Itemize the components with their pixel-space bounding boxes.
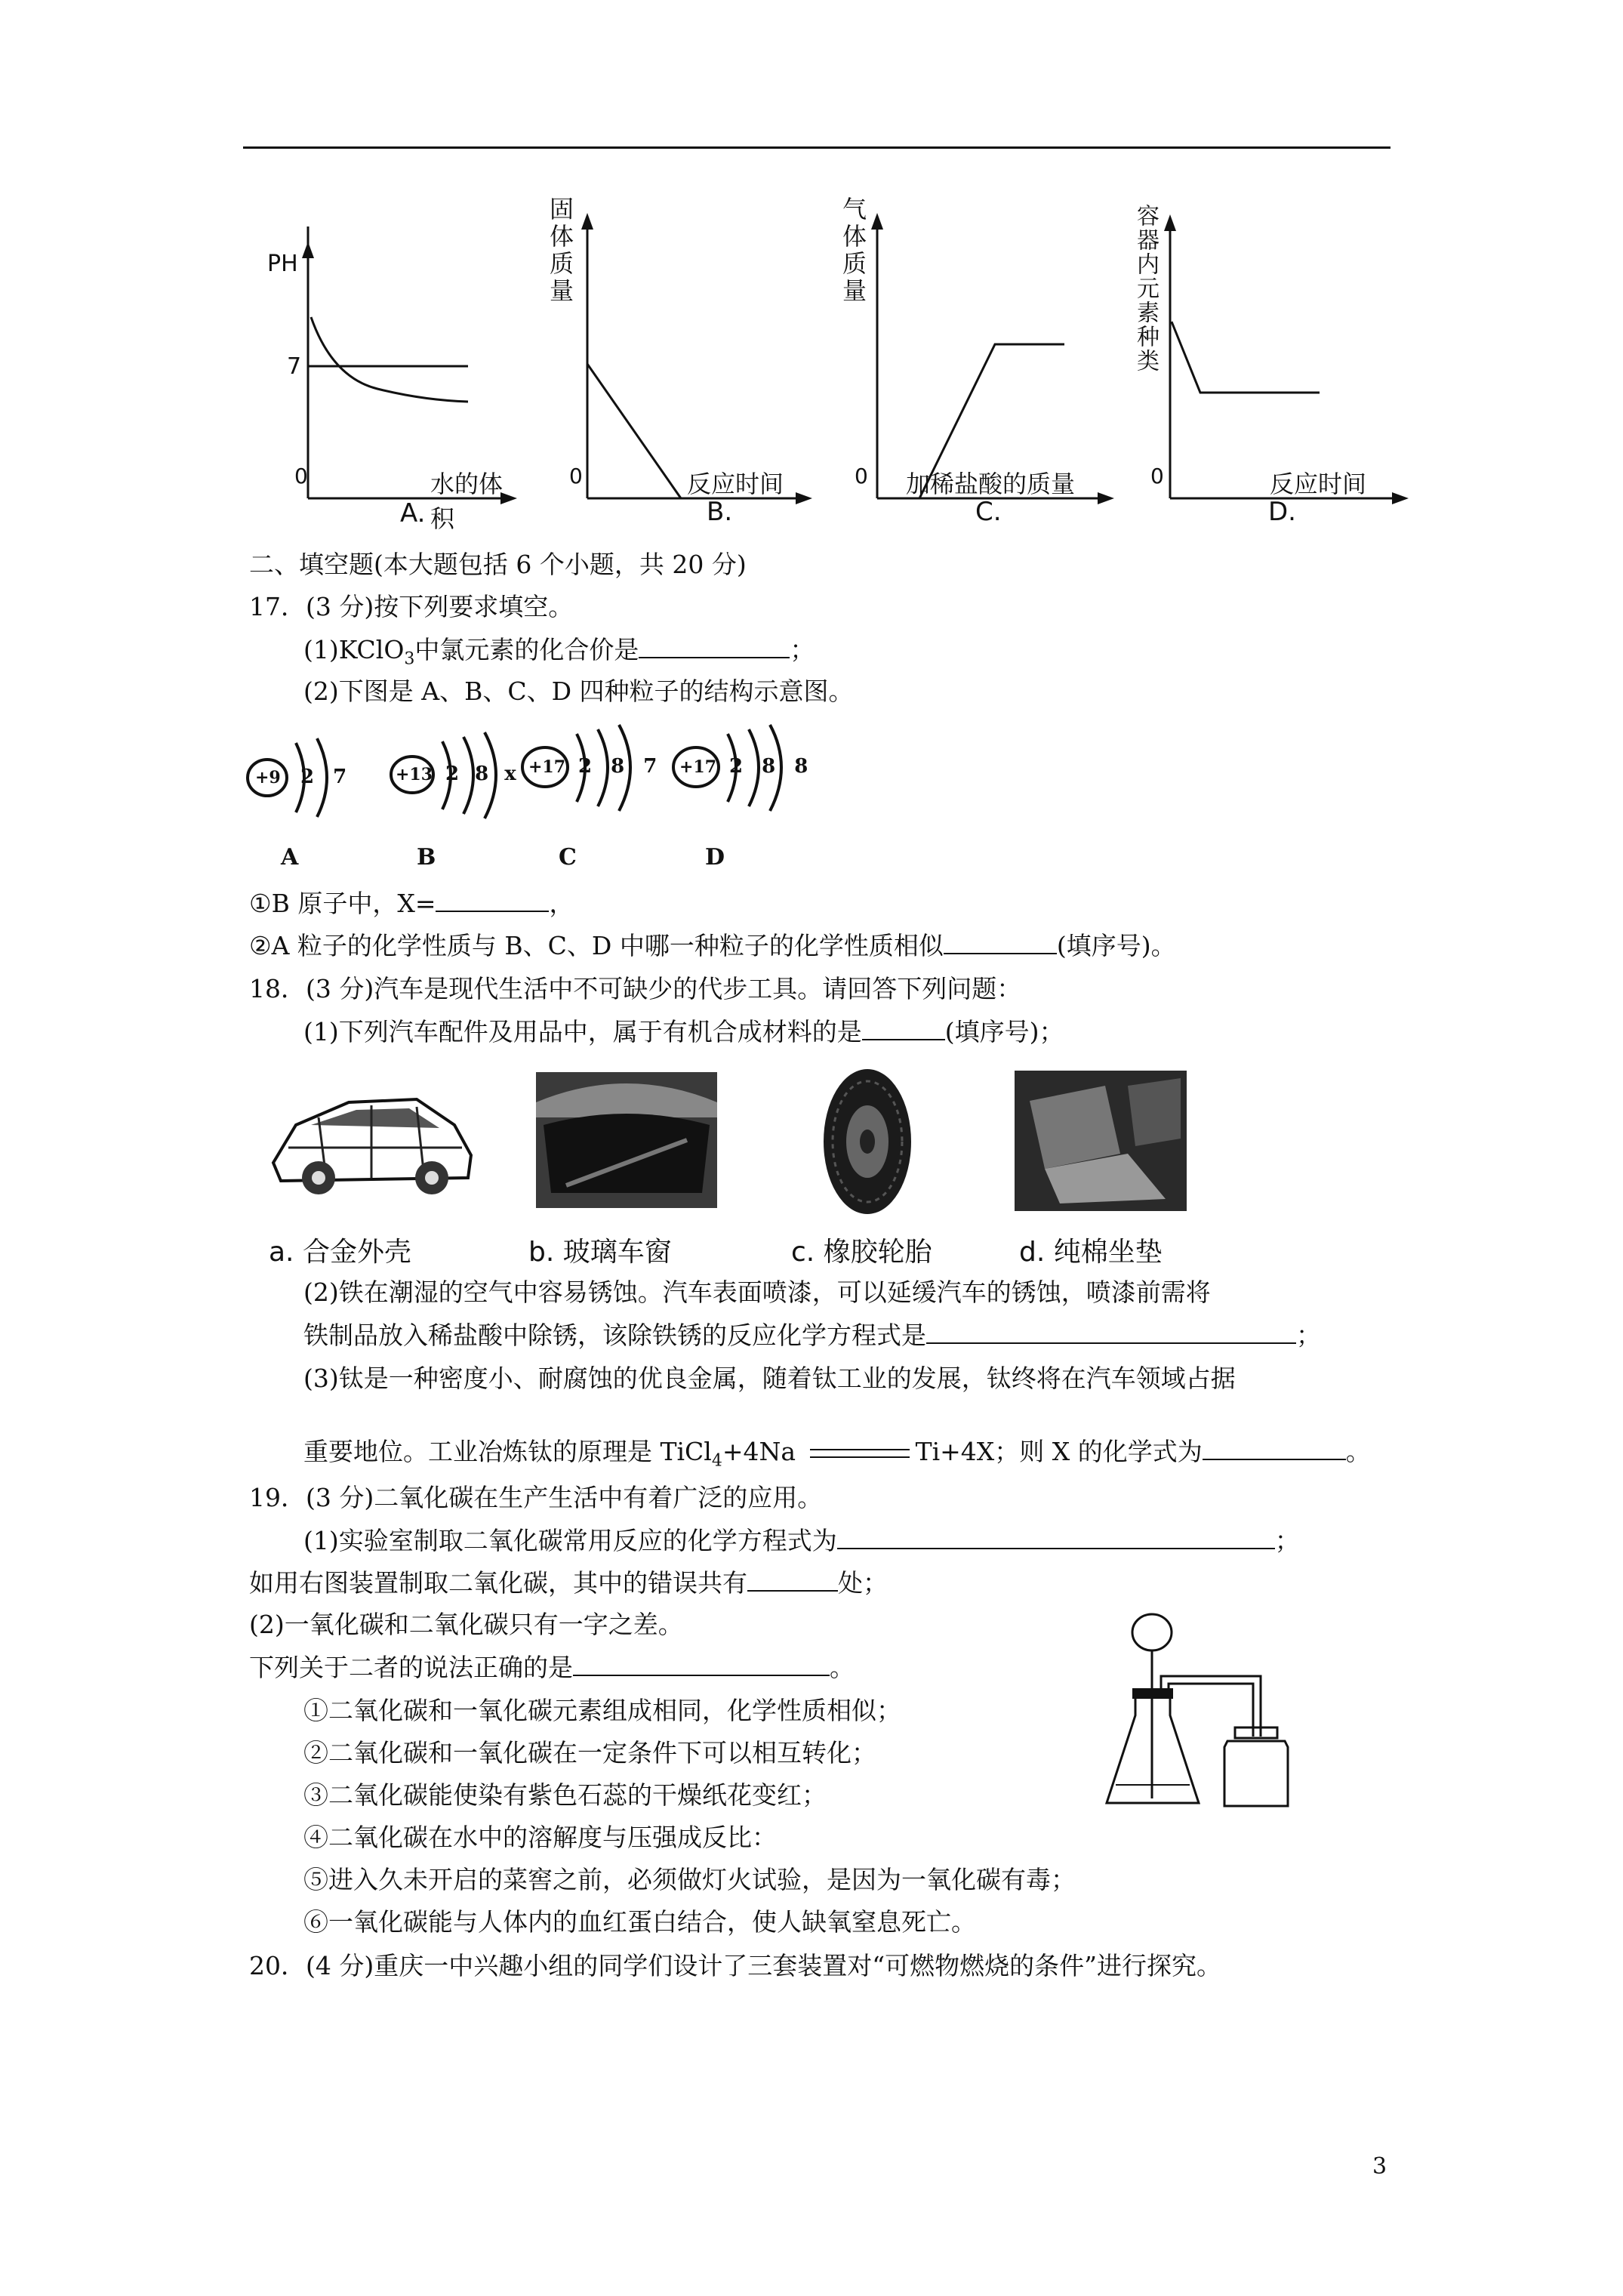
- q19-part1b-text: 如用右图装置制取二氧化碳，其中的错误共有: [249, 1568, 747, 1598]
- graph-c-xlabel: 加稀盐酸的质量: [906, 470, 1076, 498]
- item-a: a. 合金外壳: [269, 1237, 411, 1268]
- header-rule: [243, 146, 1390, 149]
- reaction-arrow-icon: [810, 1449, 910, 1458]
- q18-part1-blank[interactable]: [862, 1016, 945, 1040]
- q19-part1-end: ；: [1274, 1526, 1300, 1555]
- q20-stem: 20．(4 分)重庆一中兴趣小组的同学们设计了三套装置对“可燃物燃烧的条件”进行探究。: [249, 1951, 1221, 1980]
- q17-part2: (2)下图是 A、B、C、D 四种粒子的结构示意图。: [303, 676, 854, 706]
- q17-sub1-blank[interactable]: [436, 888, 549, 912]
- atom-b: [385, 725, 528, 876]
- q19-option-2: ②二氧化碳和一氧化碳在一定条件下可以相互转化；: [303, 1738, 876, 1767]
- q17-sub2-text: ②A 粒子的化学性质与 B、C、D 中哪一种粒子的化学性质相似: [249, 931, 944, 960]
- q19-part1b-end: 处；: [838, 1568, 888, 1598]
- q19-option-6: ⑥一氧化碳能与人体内的血红蛋白结合，使人缺氧窒息死亡。: [303, 1907, 976, 1937]
- car-body-image: [266, 1072, 477, 1200]
- q19-part1: [303, 1525, 1300, 1556]
- graph-a: [249, 227, 521, 533]
- graph-b-ylabel: 固体质量: [546, 196, 574, 305]
- graph-a-letter: A.: [400, 498, 426, 529]
- q17-part1-post: 中氯元素的化合价是: [414, 635, 639, 664]
- q18-part1: [303, 1016, 1064, 1047]
- graph-c-letter: C.: [975, 497, 1002, 527]
- q19-option-1: ①二氧化碳和一氧化碳元素组成相同，化学性质相似；: [303, 1696, 901, 1725]
- q19-part2b-end: 。: [830, 1653, 855, 1682]
- graph-a-tick: 7: [287, 353, 302, 380]
- q18-part3b-sub: 4: [711, 1451, 722, 1471]
- graph-a-origin: 0: [294, 464, 308, 488]
- graph-b-origin: 0: [569, 464, 583, 488]
- rubber-tire-image: [818, 1066, 916, 1217]
- graph-d: [1132, 204, 1412, 529]
- atom-c-shells: 2 8 7: [578, 755, 664, 778]
- atom-c-label: C: [559, 844, 577, 871]
- q19-option-5: ⑤进入久未开启的菜窖之前，必须做灯火试验，是因为一氧化碳有毒；: [303, 1865, 1076, 1894]
- q18-part1-end: (填序号)；: [944, 1017, 1064, 1046]
- q18-part2b-end: ；: [1296, 1321, 1321, 1350]
- atom-b-nucleus: +13: [396, 765, 433, 784]
- q19-part1-blank[interactable]: [837, 1525, 1275, 1549]
- atom-c: [513, 717, 664, 876]
- q18-part3b-end: 。: [1345, 1437, 1371, 1466]
- q19-stem: 19．(3 分)二氧化碳在生产生活中有着广泛的应用。: [249, 1483, 823, 1512]
- graph-c: [830, 196, 1117, 529]
- atom-d-label: D: [705, 844, 725, 871]
- graph-b-xlabel: 反应时间: [687, 470, 784, 498]
- q19-part2: (2)一氧化碳和二氧化碳只有一字之差。: [249, 1610, 683, 1639]
- q17-sub2: [249, 930, 1176, 961]
- graph-a-ylabel: PH: [267, 251, 298, 277]
- q19-part2b-blank[interactable]: [573, 1652, 830, 1676]
- q19-part1b-blank[interactable]: [747, 1567, 838, 1592]
- atom-a-label: A: [281, 844, 299, 871]
- item-c: c. 橡胶轮胎: [791, 1237, 932, 1268]
- q19-part2b-text: 下列关于二者的说法正确的是: [249, 1653, 573, 1682]
- graph-c-origin: 0: [855, 464, 868, 488]
- graph-d-xlabel: 反应时间: [1270, 470, 1367, 498]
- q17-part1-blank[interactable]: [639, 634, 790, 658]
- atom-d-nucleus: +17: [679, 757, 717, 777]
- q17-sub1-end: ，: [549, 889, 574, 918]
- q17-part1-end: ；: [790, 635, 815, 664]
- q18-part3b-pre: 重要地位。工业冶炼钛的原理是 TiCl: [303, 1437, 712, 1466]
- q17-sub1: [249, 888, 574, 919]
- q19-option-4: ④二氧化碳在水中的溶解度与压强成反比：: [303, 1823, 777, 1852]
- q18-part3b-mid: +4Na: [722, 1437, 796, 1466]
- q18-part2-blank[interactable]: [926, 1320, 1296, 1344]
- q18-part3b: [303, 1436, 1371, 1477]
- q17-part1-pre: (1)KClO: [303, 635, 405, 664]
- co2-apparatus-diagram: [1102, 1610, 1321, 1821]
- q17-part1-sub: 3: [404, 649, 415, 669]
- q19-part1b: [249, 1567, 888, 1598]
- item-d: d. 纯棉坐垫: [1019, 1237, 1163, 1268]
- q18-part2b: [303, 1320, 1321, 1351]
- q18-part3b-post: Ti+4X；则 X 的化学式为: [915, 1437, 1203, 1466]
- q17-stem: 17．(3 分)按下列要求填空。: [249, 592, 574, 621]
- q17-part1: [303, 634, 815, 675]
- q19-part2b: [249, 1652, 855, 1683]
- q17-sub2-end: (填序号)。: [1056, 931, 1176, 960]
- q18-stem: 18．(3 分)汽车是现代生活中不可缺少的代步工具。请回答下列问题：: [249, 974, 1022, 1003]
- atom-d-shells: 2 8 8: [729, 755, 815, 778]
- graph-b-letter: B.: [707, 497, 733, 527]
- atom-d: [664, 717, 815, 876]
- atom-a-nucleus: +9: [255, 768, 281, 787]
- atom-c-nucleus: +17: [528, 757, 566, 777]
- q17-sub1-text: ①B 原子中，X=: [249, 889, 436, 918]
- atom-a: [243, 725, 371, 876]
- q17-sub2-blank[interactable]: [944, 930, 1057, 954]
- glass-window-image: [536, 1072, 717, 1208]
- q18-part3-blank[interactable]: [1203, 1436, 1346, 1460]
- q19-part1-text: (1)实验室制取二氧化碳常用反应的化学方程式为: [303, 1526, 837, 1555]
- graph-d-origin: 0: [1150, 464, 1164, 488]
- atom-a-shells: 2 7: [300, 766, 353, 788]
- q19-option-3: ③二氧化碳能使染有紫色石蕊的干燥纸花变红；: [303, 1780, 827, 1810]
- cotton-seat-image: [1015, 1071, 1187, 1211]
- atom-b-label: B: [417, 844, 436, 871]
- graph-b: [528, 196, 815, 529]
- page-number: 3: [1372, 2153, 1387, 2180]
- graph-c-ylabel: 气体质量: [839, 196, 867, 305]
- graph-a-xlabel: 水的体积: [430, 470, 504, 533]
- item-b: b. 玻璃车窗: [528, 1237, 672, 1268]
- atom-b-shells: 2 8 x: [445, 763, 521, 785]
- q18-part2a: (2)铁在潮湿的空气中容易锈蚀。汽车表面喷漆，可以延缓汽车的锈蚀，喷漆前需将: [303, 1277, 1211, 1307]
- q18-part1-text: (1)下列汽车配件及用品中，属于有机合成材料的是: [303, 1017, 862, 1046]
- graph-d-letter: D.: [1268, 497, 1296, 527]
- q18-part2b-text: 铁制品放入稀盐酸中除锈，该除铁锈的反应化学方程式是: [303, 1321, 926, 1350]
- section-title: 二、填空题(本大题包括 6 个小题，共 20 分): [249, 550, 747, 579]
- q18-part3a: (3)钛是一种密度小、耐腐蚀的优良金属，随着钛工业的发展，钛终将在汽车领域占据: [303, 1364, 1236, 1393]
- graph-d-ylabel: 容器内元素种类: [1132, 204, 1159, 373]
